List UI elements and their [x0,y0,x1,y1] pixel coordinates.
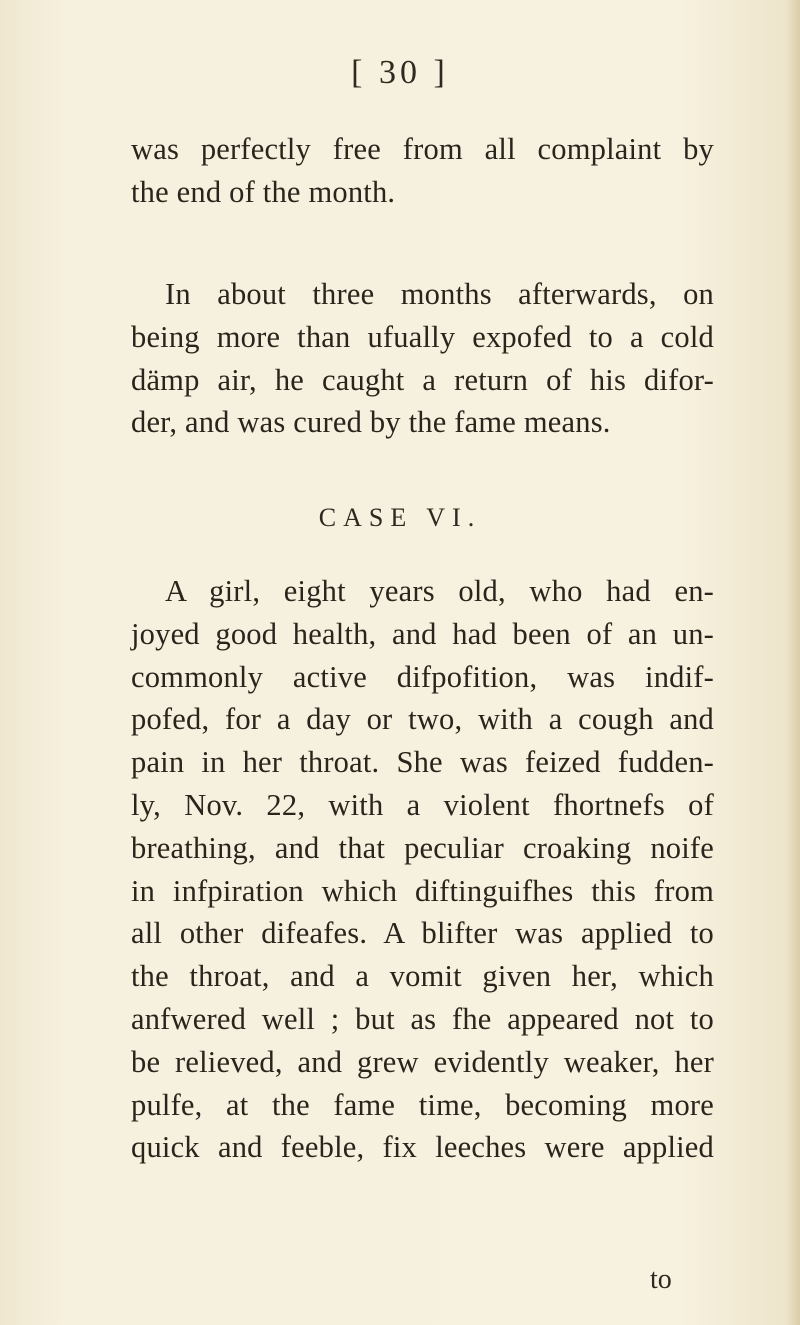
text-line: the end of the month. [131,174,396,209]
text-line: In about three months afterwards, on [165,277,714,311]
text-line: joyed good health, and had been of an un- [131,616,714,651]
paragraph-relapse [131,273,714,444]
text-line: was perfectly free from all complaint by [131,132,714,166]
text-line: pofed, for a day or two, with a cough and [131,702,714,737]
catchword: to [650,1264,672,1295]
case-heading: CASE VI. [318,503,482,532]
text-line: all other difeafes. A blifter was applied to [131,916,714,951]
text-line: commonly active difpofition, was indif- [131,659,714,694]
text-line: pain in her throat. She was feized fudden- [131,745,714,780]
text-line: in infpiration which diftinguifhes this from [131,873,714,908]
text-line: pulfe, at the fame time, becoming more [131,1087,714,1122]
page-edge-shadow [786,0,800,1325]
text-line: anfwered well ; but as fhe appeared not to [131,1001,714,1036]
text-line: breathing, and that peculiar croaking noife [131,830,714,865]
text-line: quick and feeble, fix leeches were applied [131,1130,714,1165]
text-line: A girl, eight years old, who had en- [165,574,714,608]
page-number-header: [ 30 ] [351,54,449,91]
text-line: der, and was cured by the fame means. [131,405,611,440]
text-line: ly, Nov. 22, with a violent fhortnefs of [131,787,714,822]
text-line: dämp air, he caught a return of his difor- [131,362,714,397]
paragraph-case-vi [131,570,714,1169]
text-line: be relieved, and grew evidently weaker, her [131,1044,714,1079]
paragraph-continuation [131,128,714,214]
text-line: being more than ufually expofed to a cold [131,319,714,354]
text-line: the throat, and a vomit given her, which [131,959,714,994]
